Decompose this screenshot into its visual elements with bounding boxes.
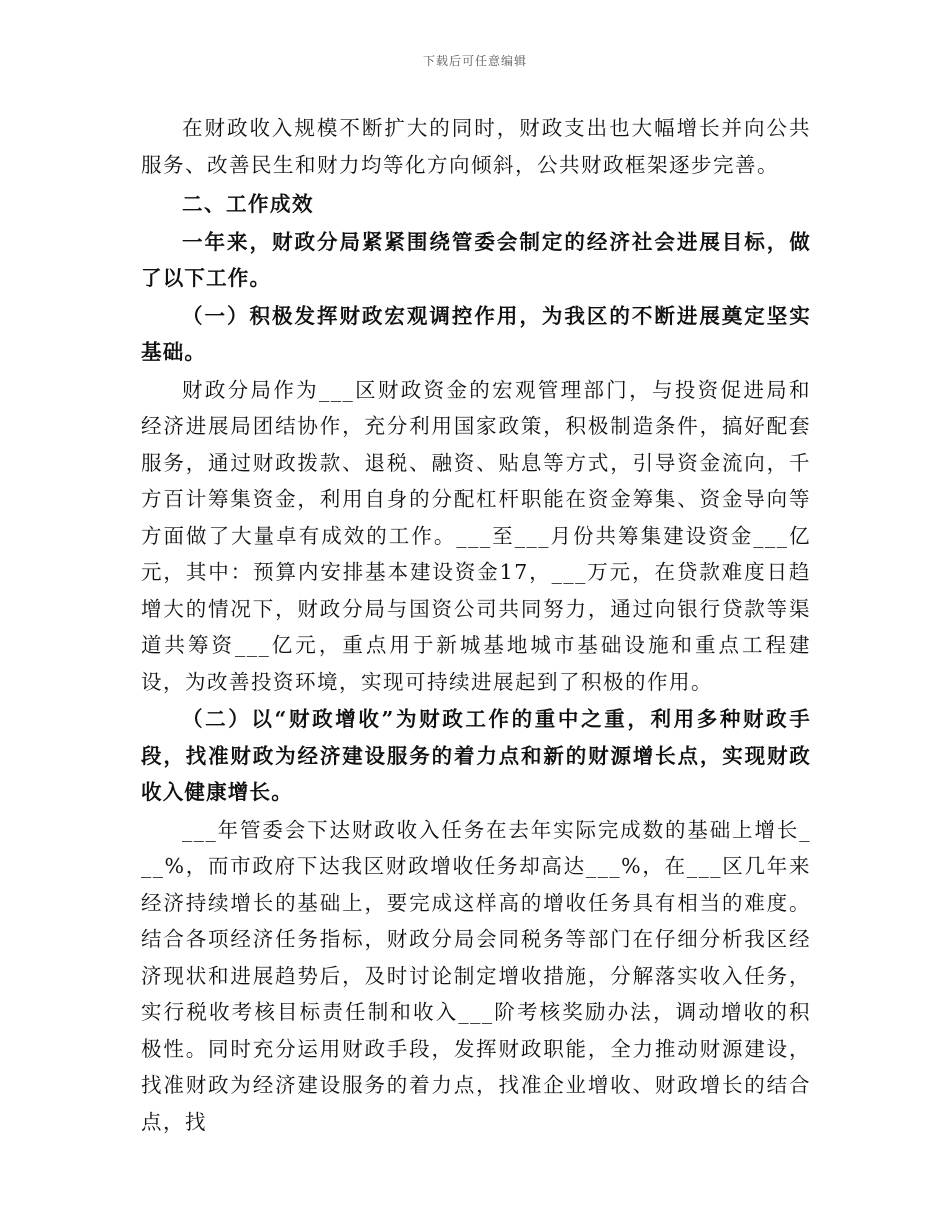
document-body xyxy=(141,110,811,1140)
subheading-revenue-growth: （二）以“财政增收”为财政工作的重中之重，利用多种财政手段，找准财政为经济建设服务的着力点和新的财源增长点，实现财政收入健康增长。 xyxy=(141,707,811,804)
paragraph-year-summary: 一年来，财政分局紧紧围绕管委会制定的经济社会进展目标，做了以下工作。 xyxy=(141,229,811,290)
paragraph-fund-raising: 财政分局作为___区财政资金的宏观管理部门，与投资促进局和经济进展局团结协作，充分利用国家政策，积极制造条件，搞好配套服务，通过财政拨款、退税、融资、贴息等方式，引导资金流向，千方百计筹集资金，利用自身的分配杠杆职能在资金筹集、资金导向等方面做了大量卓有成效的工作。___至___月份共筹集建设资金___亿元，其中：预算内安排基本建设资金17，___万元，在贷款难度日趋增大的情况下，财政分局与国资公司共同努力，通过向银行贷款等渠道共筹资___亿元，重点用于新城基地城市基础设施和重点工程建设，为改善投资环境，实现可持续进展起到了积极的作用。 xyxy=(141,377,811,694)
subheading-macro-control: （一）积极发挥财政宏观调控作用，为我区的不断进展奠定坚实基础。 xyxy=(141,303,811,364)
paragraph-fiscal-expenditure: 在财政收入规模不断扩大的同时，财政支出也大幅增长并向公共服务、改善民生和财力均等化方向倾斜，公共财政框架逐步完善。 xyxy=(141,116,811,177)
section-heading-achievements: 二、工作成效 xyxy=(182,192,314,216)
paragraph-revenue-task: ___年管委会下达财政收入任务在去年实际完成数的基础上增长___%，而市政府下达我区财政增收任务却高达___%，在___区几年来经济持续增长的基础上，要完成这样高的增收任务具有相当的难度。结合各项经济任务指标，财政分局会同税务等部门在仔细分析我区经济现状和进展趋势后，及时讨论制定增收措施，分解落实收入任务，实行税收考核目标责任制和收入___阶考核奖励办法，调动增收的积极性。同时充分运用财政手段，发挥财政职能，全力推动财源建设，找准财政为经济建设服务的着力点，找准企业增收、财政增长的结合点，找 xyxy=(141,817,811,1134)
page-header: 下载后可任意编辑 xyxy=(422,54,527,68)
